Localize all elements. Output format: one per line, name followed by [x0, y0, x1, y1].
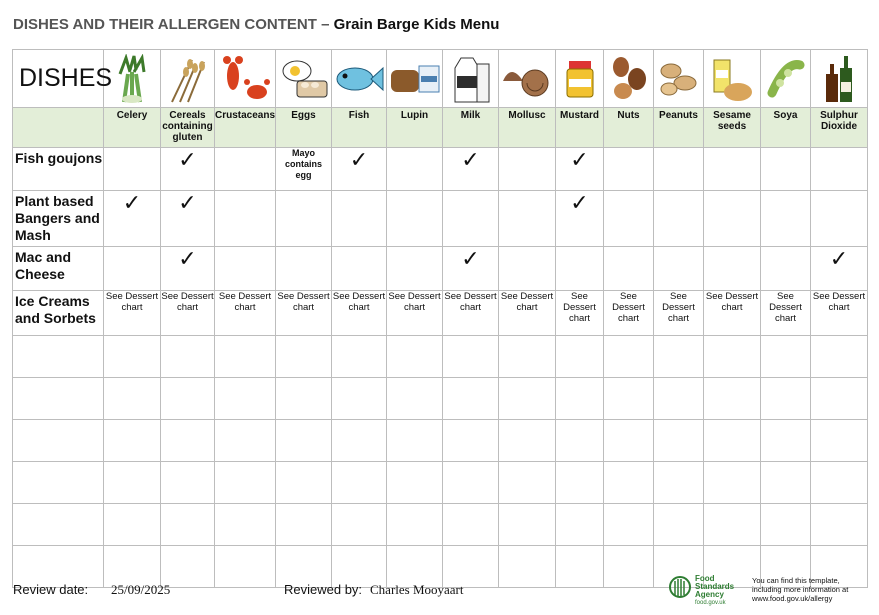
- dessert-chart-note: See Dessert chart: [387, 291, 443, 336]
- col-header-crustaceans: Crustaceans: [215, 108, 276, 148]
- title-menu-name: Grain Barge Kids Menu: [333, 16, 500, 33]
- table-cell: [704, 148, 761, 191]
- table-cell: [499, 148, 556, 191]
- empty-row: [13, 378, 868, 420]
- table-cell: [104, 247, 161, 291]
- check-mark: ✓: [161, 148, 215, 191]
- col-header-lupin: Lupin: [387, 108, 443, 148]
- col-header-mollusc: Mollusc: [499, 108, 556, 148]
- table-cell: [276, 247, 332, 291]
- table-cell: [811, 191, 868, 247]
- table-cell: [556, 247, 604, 291]
- dishes-header: DISHES: [13, 50, 104, 108]
- col-header-cereals: Cereals containing gluten: [161, 108, 215, 148]
- table-cell: [761, 148, 811, 191]
- col-header-soya: Soya: [761, 108, 811, 148]
- wine-bottle-icon: [822, 54, 856, 104]
- lobster-crab-icon: [219, 54, 271, 104]
- table-cell: [387, 148, 443, 191]
- reviewer-name: Charles Mooyaart: [370, 582, 464, 597]
- lupin-bread-icon: [389, 62, 441, 96]
- table-cell: [654, 148, 704, 191]
- table-cell: [604, 247, 654, 291]
- empty-row: [13, 336, 868, 378]
- table-cell: [604, 191, 654, 247]
- table-row: [13, 291, 868, 336]
- table-cell: [499, 191, 556, 247]
- dish-name: Plant based Bangers and Mash: [13, 191, 104, 247]
- template-info-text: You can find this template, including more information at www.food.gov.uk/allergy: [752, 576, 849, 603]
- empty-row: [13, 504, 868, 546]
- table-cell: [215, 148, 276, 191]
- dessert-chart-note: See Dessert chart: [811, 291, 868, 336]
- check-mark: ✓: [443, 148, 499, 191]
- check-mark: ✓: [443, 247, 499, 291]
- allergen-note: Mayo contains egg: [276, 148, 332, 191]
- dish-name: Fish goujons: [13, 148, 104, 191]
- table-cell: [811, 148, 868, 191]
- col-header-fish: Fish: [332, 108, 387, 148]
- icon-row: [13, 50, 868, 108]
- dessert-chart-note: See Dessert chart: [704, 291, 761, 336]
- table-cell: [654, 247, 704, 291]
- table-row: [13, 191, 868, 247]
- table-cell: [387, 191, 443, 247]
- shell-icon: [501, 61, 553, 97]
- check-mark: ✓: [161, 247, 215, 291]
- table-cell: [332, 247, 387, 291]
- check-mark: ✓: [556, 191, 604, 247]
- fsa-logo-text: Food Standards Agency food.gov.uk: [695, 574, 735, 606]
- title-main: DISHES AND THEIR ALLERGEN CONTENT –: [13, 16, 334, 33]
- milk-icon: [451, 54, 491, 104]
- check-mark: ✓: [556, 148, 604, 191]
- celery-icon: [112, 54, 152, 104]
- sesame-icon: [710, 56, 754, 102]
- col-header-sesame: Sesame seeds: [704, 108, 761, 148]
- check-mark: ✓: [811, 247, 868, 291]
- eggs-icon: [279, 57, 329, 101]
- table-row: [13, 247, 868, 291]
- col-header-sulphur: Sulphur Dioxide: [811, 108, 868, 148]
- page-title: [13, 16, 499, 33]
- table-cell: [443, 191, 499, 247]
- table-cell: [604, 148, 654, 191]
- table-cell: [704, 247, 761, 291]
- empty-row: [13, 462, 868, 504]
- dessert-chart-note: See Dessert chart: [604, 291, 654, 336]
- col-header-milk: Milk: [443, 108, 499, 148]
- check-mark: ✓: [161, 191, 215, 247]
- nuts-icon: [607, 55, 651, 103]
- fish-icon: [333, 62, 385, 96]
- table-cell: [387, 247, 443, 291]
- check-mark: ✓: [332, 148, 387, 191]
- dessert-chart-note: See Dessert chart: [332, 291, 387, 336]
- reviewed-by-label: Reviewed by:: [284, 582, 363, 597]
- allergen-header-row: [13, 108, 868, 148]
- table-row: [13, 148, 868, 191]
- dish-name: Mac and Cheese: [13, 247, 104, 291]
- wheat-icon: [166, 54, 210, 104]
- dessert-chart-note: See Dessert chart: [443, 291, 499, 336]
- dessert-chart-note: See Dessert chart: [654, 291, 704, 336]
- dessert-chart-note: See Dessert chart: [276, 291, 332, 336]
- table-cell: [499, 247, 556, 291]
- allergen-table: [12, 49, 868, 588]
- col-header-nuts: Nuts: [604, 108, 654, 148]
- table-cell: [215, 191, 276, 247]
- dessert-chart-note: See Dessert chart: [104, 291, 161, 336]
- dessert-chart-note: See Dessert chart: [761, 291, 811, 336]
- soya-icon: [766, 59, 806, 99]
- empty-row: [13, 420, 868, 462]
- mustard-icon: [563, 59, 597, 99]
- review-date-value: 25/09/2025: [111, 582, 171, 597]
- dessert-chart-note: See Dessert chart: [215, 291, 276, 336]
- table-cell: [654, 191, 704, 247]
- table-cell: [276, 191, 332, 247]
- col-header-mustard: Mustard: [556, 108, 604, 148]
- table-cell: [704, 191, 761, 247]
- peanuts-icon: [657, 59, 701, 99]
- review-date-label: Review date:: [13, 582, 89, 597]
- table-cell: [104, 148, 161, 191]
- col-header-eggs: Eggs: [276, 108, 332, 148]
- table-cell: [332, 191, 387, 247]
- table-cell: [215, 247, 276, 291]
- table-cell: [761, 191, 811, 247]
- check-mark: ✓: [104, 191, 161, 247]
- col-header-celery: Celery: [104, 108, 161, 148]
- dish-name: Ice Creams and Sorbets: [13, 291, 104, 336]
- table-cell: [761, 247, 811, 291]
- dessert-chart-note: See Dessert chart: [499, 291, 556, 336]
- dessert-chart-note: See Dessert chart: [161, 291, 215, 336]
- dessert-chart-note: See Dessert chart: [556, 291, 604, 336]
- col-header-peanuts: Peanuts: [654, 108, 704, 148]
